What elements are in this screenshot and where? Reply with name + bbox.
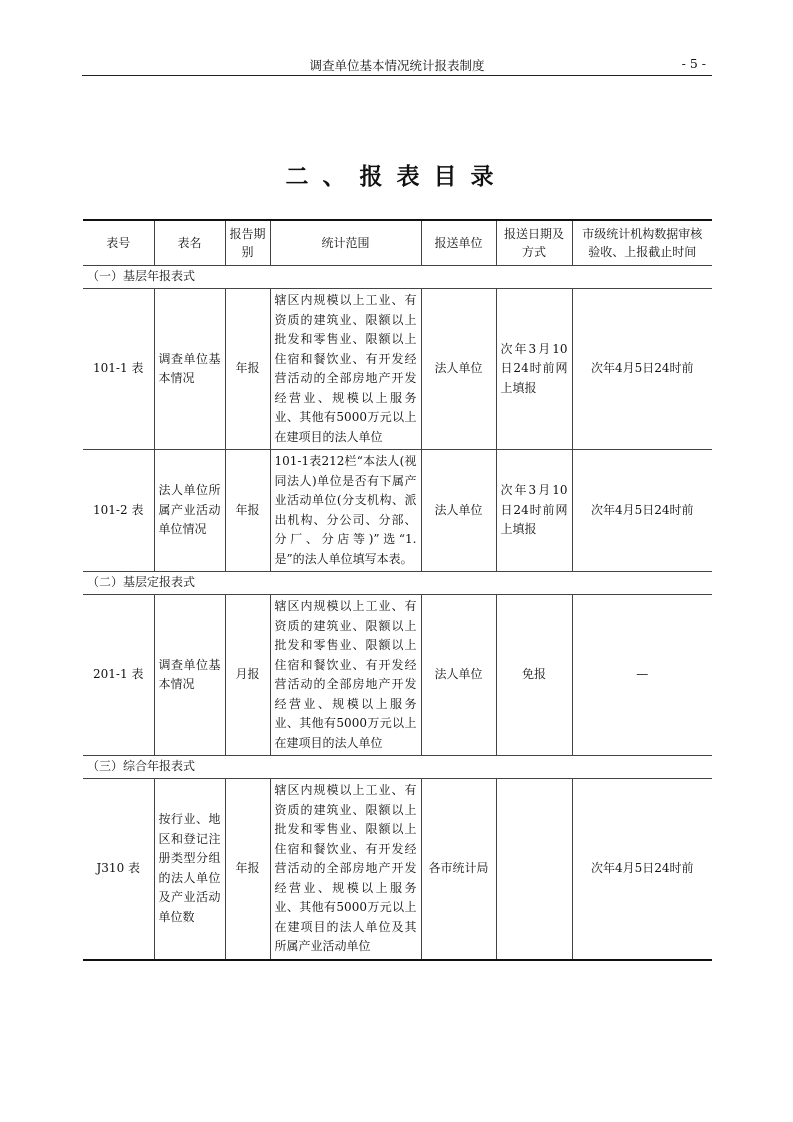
cell-deadline: 次年4月5日24时前: [572, 289, 712, 450]
cell-scope: 辖区内规模以上工业、有资质的建筑业、限额以上批发和零售业、限额以上住宿和餐饮业、有开发经营活动的全部房地产开发经营业、规模以上服务业、其他有5000万元以上在建项目的法人单位: [270, 595, 421, 756]
cell-deadline: —: [572, 595, 712, 756]
section-label: （三）综合年报表式: [83, 756, 712, 779]
report-catalog-table: [83, 219, 712, 961]
col-header-unit: 报送单位: [421, 220, 496, 266]
section-row: [83, 266, 712, 289]
header-title: 调查单位基本情况统计报表制度: [309, 58, 485, 73]
cell-code: 201-1 表: [83, 595, 154, 756]
col-header-method: 报送日期及方式: [496, 220, 572, 266]
cell-period: 年报: [225, 450, 270, 572]
cell-scope: 101-1表212栏“本法人(视同法人)单位是否有下属产业活动单位(分支机构、派出机构、分公司、分部、分厂、分店等)”选“1.是”的法人单位填写本表。: [270, 450, 421, 572]
col-header-code: 表号: [83, 220, 154, 266]
cell-code: J310 表: [83, 779, 154, 960]
cell-method: 免报: [496, 595, 572, 756]
doc-title: 二、报表目录: [285, 163, 508, 190]
cell-period: 年报: [225, 779, 270, 960]
table-row: [83, 289, 712, 450]
table-row: [83, 450, 712, 572]
cell-code: 101-2 表: [83, 450, 154, 572]
cell-unit: 法人单位: [421, 595, 496, 756]
section-label: （二）基层定报表式: [83, 572, 712, 595]
cell-name: 按行业、地区和登记注册类型分组的法人单位及产业活动单位数: [154, 779, 225, 960]
cell-unit: 法人单位: [421, 450, 496, 572]
col-header-name: 表名: [154, 220, 225, 266]
cell-code: 101-1 表: [83, 289, 154, 450]
cell-name: 调查单位基本情况: [154, 595, 225, 756]
col-header-scope: 统计范围: [270, 220, 421, 266]
col-header-period: 报告期别: [225, 220, 270, 266]
section-label: （一）基层年报表式: [83, 266, 712, 289]
table-header-row: [83, 220, 712, 266]
page-header: [82, 56, 712, 74]
cell-method: 次年3月10日24时前网上填报: [496, 289, 572, 450]
cell-name: 调查单位基本情况: [154, 289, 225, 450]
page-number: - 5 -: [681, 56, 706, 71]
table-row: [83, 595, 712, 756]
cell-deadline: 次年4月5日24时前: [572, 779, 712, 960]
cell-scope: 辖区内规模以上工业、有资质的建筑业、限额以上批发和零售业、限额以上住宿和餐饮业、有开发经营活动的全部房地产开发经营业、规模以上服务业、其他有5000万元以上在建项目的法人单位及其所属产业活动单位: [270, 779, 421, 960]
cell-period: 年报: [225, 289, 270, 450]
cell-deadline: 次年4月5日24时前: [572, 450, 712, 572]
cell-name: 法人单位所属产业活动单位情况: [154, 450, 225, 572]
col-header-deadline: 市级统计机构数据审核验收、上报截止时间: [572, 220, 712, 266]
cell-method: 次年3月10日24时前网上填报: [496, 450, 572, 572]
cell-scope: 辖区内规模以上工业、有资质的建筑业、限额以上批发和零售业、限额以上住宿和餐饮业、有开发经营活动的全部房地产开发经营业、规模以上服务业、其他有5000万元以上在建项目的法人单位: [270, 289, 421, 450]
cell-unit: 各市统计局: [421, 779, 496, 960]
cell-unit: 法人单位: [421, 289, 496, 450]
cell-period: 月报: [225, 595, 270, 756]
table-row: [83, 779, 712, 960]
section-row: [83, 756, 712, 779]
header-rule: [82, 75, 712, 76]
cell-method: [496, 779, 572, 960]
section-row: [83, 572, 712, 595]
